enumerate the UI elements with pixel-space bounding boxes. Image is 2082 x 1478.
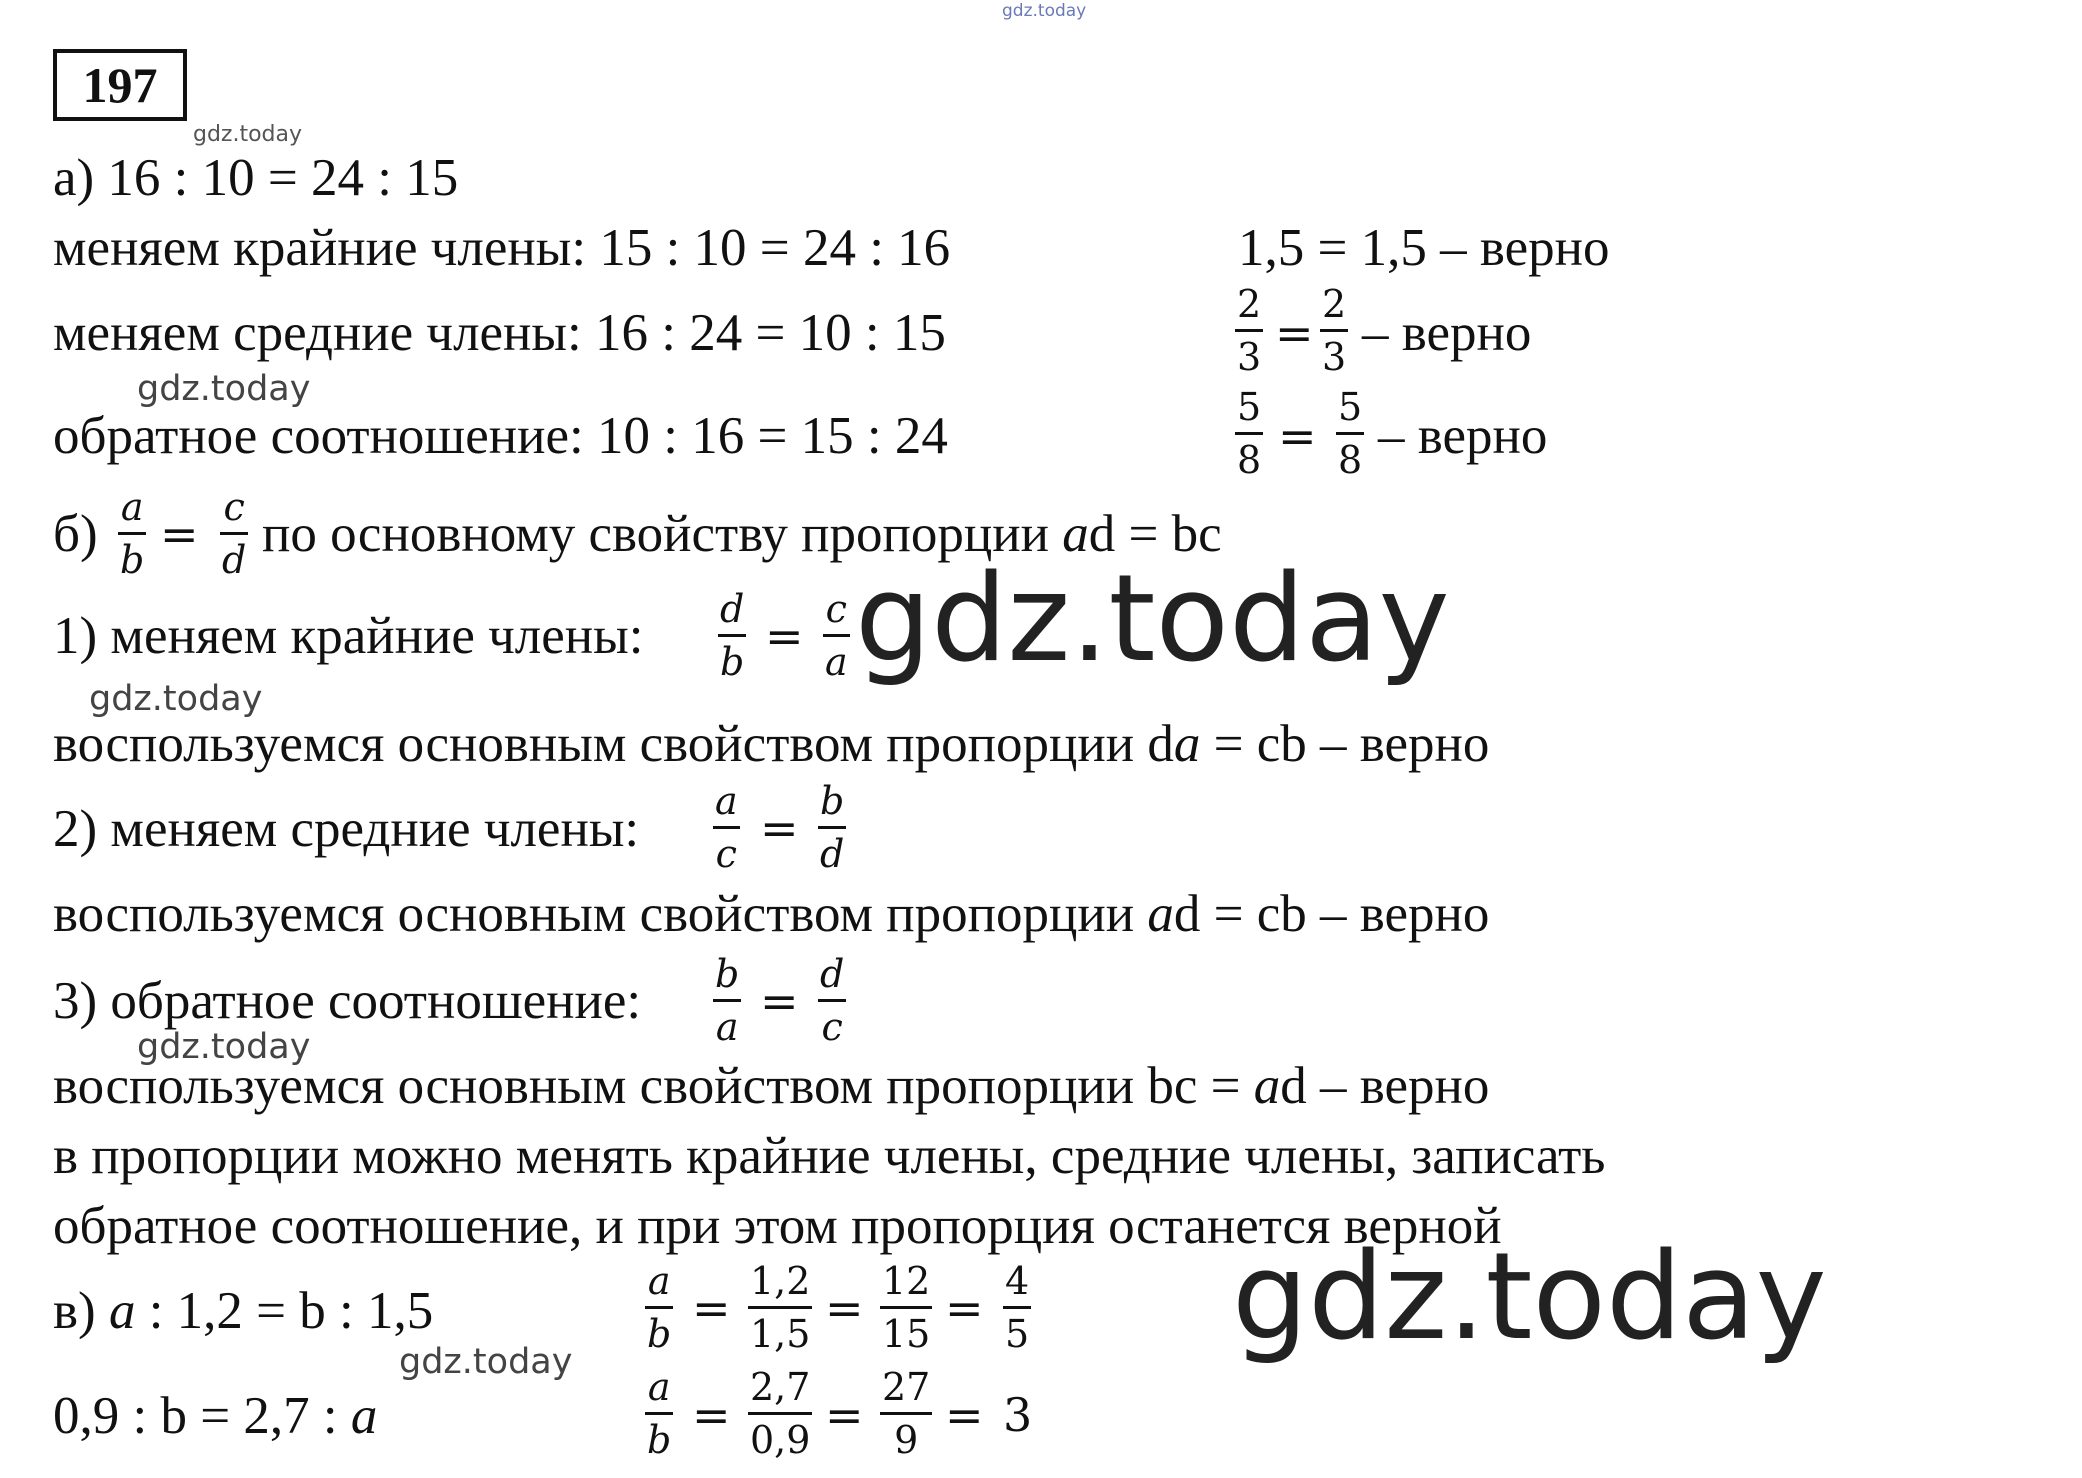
watermark-top: gdz.today <box>1002 1 1087 21</box>
fraction: c a <box>825 587 848 684</box>
step3-line: 3) обратное соотношение: <box>53 972 642 1030</box>
inverse-check: – верно <box>1378 407 1548 465</box>
fraction: a b <box>647 1365 672 1462</box>
fraction: 2 3 <box>1237 282 1262 379</box>
property-line: по основному свойству пропорции ad = bc <box>262 505 1222 563</box>
fraction: 12 15 <box>882 1259 931 1356</box>
equals-sign: = <box>692 1388 731 1442</box>
equals-sign: = <box>760 974 799 1028</box>
equals-sign: = <box>945 1388 984 1442</box>
equals-sign: = <box>765 609 804 663</box>
watermark: gdz.today <box>137 1027 311 1067</box>
fraction: d c <box>820 952 845 1049</box>
fraction: a b <box>120 485 145 582</box>
equals-sign: = <box>1275 306 1314 360</box>
problem-number: 197 <box>53 49 187 121</box>
conclusion-line-1: в пропорции можно менять крайние члены, средние члены, записать <box>53 1127 1606 1185</box>
fraction: a c <box>715 779 738 876</box>
fraction: 2 3 <box>1322 282 1347 379</box>
swap-extremes-line: меняем крайние члены: 15 : 10 = 24 : 16 <box>53 219 951 277</box>
fraction: 1,2 1,5 <box>750 1259 811 1356</box>
fraction: d b <box>720 587 745 684</box>
part-v-label: в) a : 1,2 = b : 1,5 <box>53 1282 434 1340</box>
fraction: 27 9 <box>882 1365 931 1462</box>
equals-sign: = <box>160 507 199 561</box>
watermark: gdz.today <box>399 1342 573 1382</box>
watermark: gdz.today <box>137 369 311 409</box>
step2-line: 2) меняем средние члены: <box>53 800 640 858</box>
equals-sign: = <box>945 1281 984 1335</box>
fraction: 5 8 <box>1338 385 1363 482</box>
step1-check: воспользуемся основным свойством пропорции da = cb – верно <box>53 715 1490 773</box>
fraction: 5 8 <box>1237 385 1262 482</box>
watermark-large: gdz.today <box>1232 1228 1827 1367</box>
inverse-line: обратное соотношение: 10 : 16 = 15 : 24 <box>53 407 948 465</box>
fraction: b d <box>820 779 845 876</box>
part-b-label: б) <box>53 505 98 563</box>
equals-sign: = <box>760 801 799 855</box>
watermark: gdz.today <box>89 679 263 719</box>
watermark-large: gdz.today <box>855 550 1450 689</box>
step2-check: воспользуемся основным свойством пропорции ad = cb – верно <box>53 885 1490 943</box>
part-a-label: а) 16 : 10 = 24 : 15 <box>53 149 459 207</box>
equals-sign: = <box>1278 409 1317 463</box>
swap-extremes-check: 1,5 = 1,5 – верно <box>1238 219 1610 277</box>
equals-sign: = <box>692 1281 731 1335</box>
swap-means-check: – верно <box>1362 304 1532 362</box>
step3-check: воспользуемся основным свойством пропорции bc = ad – верно <box>53 1057 1490 1115</box>
fraction: b a <box>715 952 740 1049</box>
fraction: 4 5 <box>1005 1259 1030 1356</box>
fraction: c d <box>222 485 247 582</box>
conclusion-line-2: обратное соотношение, и при этом пропорция останется верной <box>53 1197 1502 1255</box>
step1-line: 1) меняем крайние члены: <box>53 607 644 665</box>
equals-sign: = <box>825 1388 864 1442</box>
watermark: gdz.today <box>193 122 303 147</box>
fraction: a b <box>647 1259 672 1356</box>
equals-sign: = <box>825 1281 864 1335</box>
result-value: 3 <box>1003 1388 1033 1442</box>
fraction: 2,7 0,9 <box>750 1365 811 1462</box>
part-v-line-2: 0,9 : b = 2,7 : a <box>53 1387 378 1445</box>
swap-means-line: меняем средние члены: 16 : 24 = 10 : 15 <box>53 304 946 362</box>
